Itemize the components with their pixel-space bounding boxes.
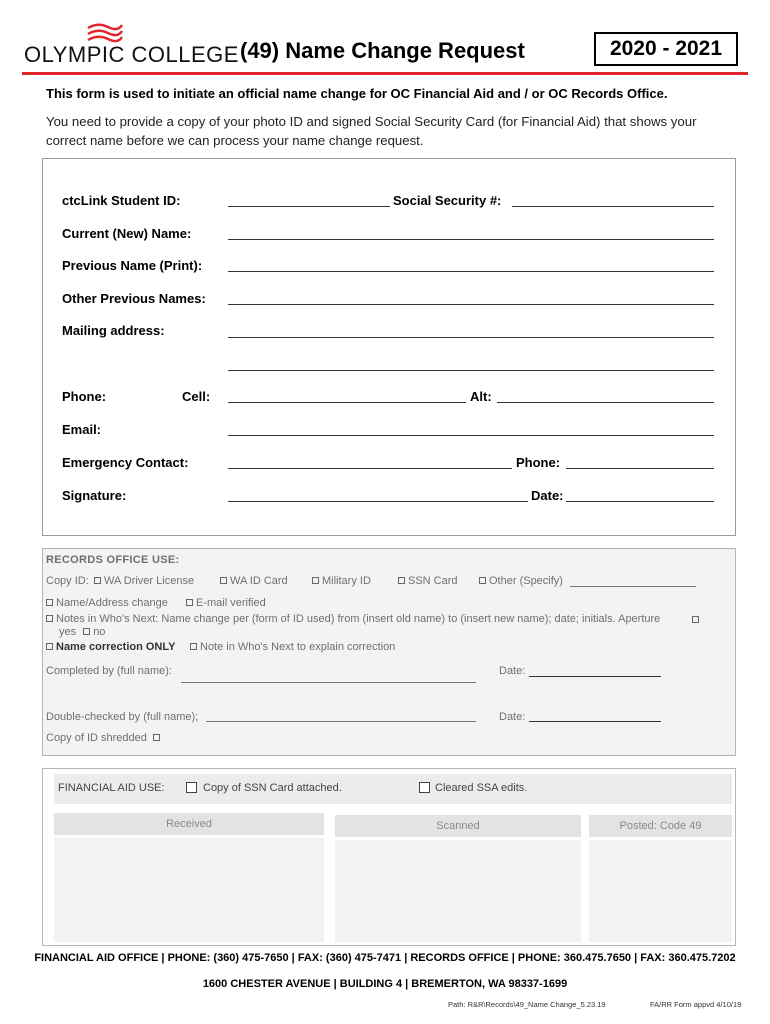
- records-office-heading: RECORDS OFFICE USE:: [46, 554, 180, 566]
- double-checked-field[interactable]: [206, 721, 476, 722]
- cleared-ssa-label: Cleared SSA edits.: [435, 782, 528, 794]
- received-stamp-area[interactable]: [54, 838, 324, 942]
- posted-column-header: Posted: Code 49: [589, 815, 732, 837]
- wa-id-card-option[interactable]: WA ID Card: [220, 575, 288, 587]
- checkbox-icon: [46, 643, 53, 650]
- student-id-field[interactable]: [228, 206, 390, 207]
- emergency-phone-label: Phone:: [516, 455, 561, 470]
- checkbox-icon: [398, 577, 405, 584]
- checkbox-icon: [46, 599, 53, 606]
- other-id-option[interactable]: Other (Specify): [479, 575, 563, 587]
- footer-address-line: 1600 CHESTER AVENUE | BUILDING 4 | BREMERTON, WA 98337-1699: [202, 978, 568, 990]
- emergency-contact-field[interactable]: [228, 468, 512, 469]
- mailing-address-field-2[interactable]: [228, 370, 714, 371]
- alt-phone-field[interactable]: [497, 402, 714, 403]
- double-checked-date-label: Date:: [499, 711, 526, 723]
- mailing-address-label: Mailing address:: [62, 323, 165, 338]
- checkbox-icon: [46, 615, 53, 622]
- checkbox-icon: [94, 577, 101, 584]
- email-label: Email:: [62, 422, 102, 437]
- cell-label: Cell:: [182, 389, 211, 404]
- other-names-label: Other Previous Names:: [62, 291, 206, 306]
- completed-by-label: Completed by (full name):: [46, 665, 172, 677]
- cell-field[interactable]: [228, 402, 466, 403]
- checkbox-icon: [312, 577, 319, 584]
- signature-field[interactable]: [228, 501, 528, 502]
- other-id-specify-field[interactable]: [570, 586, 696, 587]
- cleared-ssa-checkbox[interactable]: [419, 782, 430, 793]
- footer-file-path: Path: R&R\Records\49_Name Change_5.23.19: [448, 1000, 606, 1009]
- ssn-label: Social Security #:: [393, 193, 502, 208]
- checkbox-icon: [153, 734, 160, 741]
- ssn-card-option[interactable]: SSN Card: [398, 575, 458, 587]
- checkbox-icon: [190, 643, 197, 650]
- aperture-yes-checkbox[interactable]: [83, 628, 90, 635]
- scanned-stamp-area[interactable]: [335, 840, 581, 942]
- whos-next-notes-option[interactable]: Notes in Who's Next: Name change per (form of ID used) from (insert old name) to (insert new name); date; initials. Aperture: [46, 613, 660, 625]
- checkbox-icon: [220, 577, 227, 584]
- email-verified-option[interactable]: E-mail verified: [186, 597, 266, 609]
- double-checked-date-field[interactable]: [529, 721, 661, 722]
- current-name-label: Current (New) Name:: [62, 226, 192, 241]
- id-shredded-option[interactable]: Copy of ID shredded: [46, 732, 163, 744]
- page-title: (49) Name Change Request: [240, 38, 525, 63]
- email-field[interactable]: [228, 435, 714, 436]
- intro-purpose: This form is used to initiate an official name change for OC Financial Aid and / or OC Records Office.: [46, 86, 668, 101]
- double-checked-label: Double-checked by (full name);: [46, 711, 199, 723]
- college-logo-text: OLYMPIC COLLEGE: [24, 42, 239, 67]
- name-correction-option[interactable]: Name correction ONLY: [46, 641, 175, 653]
- completed-date-label: Date:: [499, 665, 526, 677]
- emergency-phone-field[interactable]: [566, 468, 714, 469]
- signature-date-label: Date:: [531, 488, 564, 503]
- emergency-contact-label: Emergency Contact:: [62, 455, 189, 470]
- footer-contact-line: FINANCIAL AID OFFICE | PHONE: (360) 475-7650 | FAX: (360) 475-7471 | RECORDS OFFICE | PHONE: 360.475.7650 | FAX: 360.475.7202: [34, 952, 736, 964]
- mailing-address-field-1[interactable]: [228, 337, 714, 338]
- student-id-label: ctcLink Student ID:: [62, 193, 181, 208]
- footer-approval: FA/RR Form appvd 4/10/19: [650, 1000, 742, 1009]
- previous-name-field[interactable]: [228, 271, 714, 272]
- intro-instructions: You need to provide a copy of your photo ID and signed Social Security Card (for Financial Aid) that shows your correct name before we can process your name change request.: [46, 114, 697, 148]
- name-address-change-option[interactable]: Name/Address change: [46, 597, 168, 609]
- checkbox-icon: [186, 599, 193, 606]
- aperture-checkbox[interactable]: [692, 616, 699, 623]
- ssn-attached-checkbox[interactable]: [186, 782, 197, 793]
- previous-name-label: Previous Name (Print):: [62, 258, 203, 273]
- note-correction-option[interactable]: Note in Who's Next to explain correction: [190, 641, 395, 653]
- military-id-option[interactable]: Military ID: [312, 575, 371, 587]
- other-names-field[interactable]: [228, 304, 714, 305]
- ssn-field[interactable]: [512, 206, 714, 207]
- aperture-yes-no: yes no: [59, 626, 106, 638]
- alt-phone-label: Alt:: [470, 389, 492, 404]
- completed-by-field[interactable]: [181, 682, 476, 683]
- received-column-header: Received: [54, 813, 324, 835]
- financial-aid-heading: FINANCIAL AID USE:: [58, 782, 165, 794]
- posted-stamp-area[interactable]: [589, 840, 732, 942]
- wa-driver-license-option[interactable]: WA Driver License: [94, 575, 194, 587]
- academic-year-badge: 2020 - 2021: [594, 32, 738, 66]
- scanned-column-header: Scanned: [335, 815, 581, 837]
- phone-label: Phone:: [62, 389, 107, 404]
- signature-date-field[interactable]: [566, 501, 714, 502]
- completed-date-field[interactable]: [529, 676, 661, 677]
- logo-flag-icon: [86, 22, 124, 44]
- ssn-attached-label: Copy of SSN Card attached.: [203, 782, 342, 794]
- student-info-section: [42, 158, 736, 536]
- current-name-field[interactable]: [228, 239, 714, 240]
- header-divider: [22, 72, 748, 75]
- signature-label: Signature:: [62, 488, 127, 503]
- copy-id-label: Copy ID:: [46, 575, 89, 587]
- checkbox-icon: [479, 577, 486, 584]
